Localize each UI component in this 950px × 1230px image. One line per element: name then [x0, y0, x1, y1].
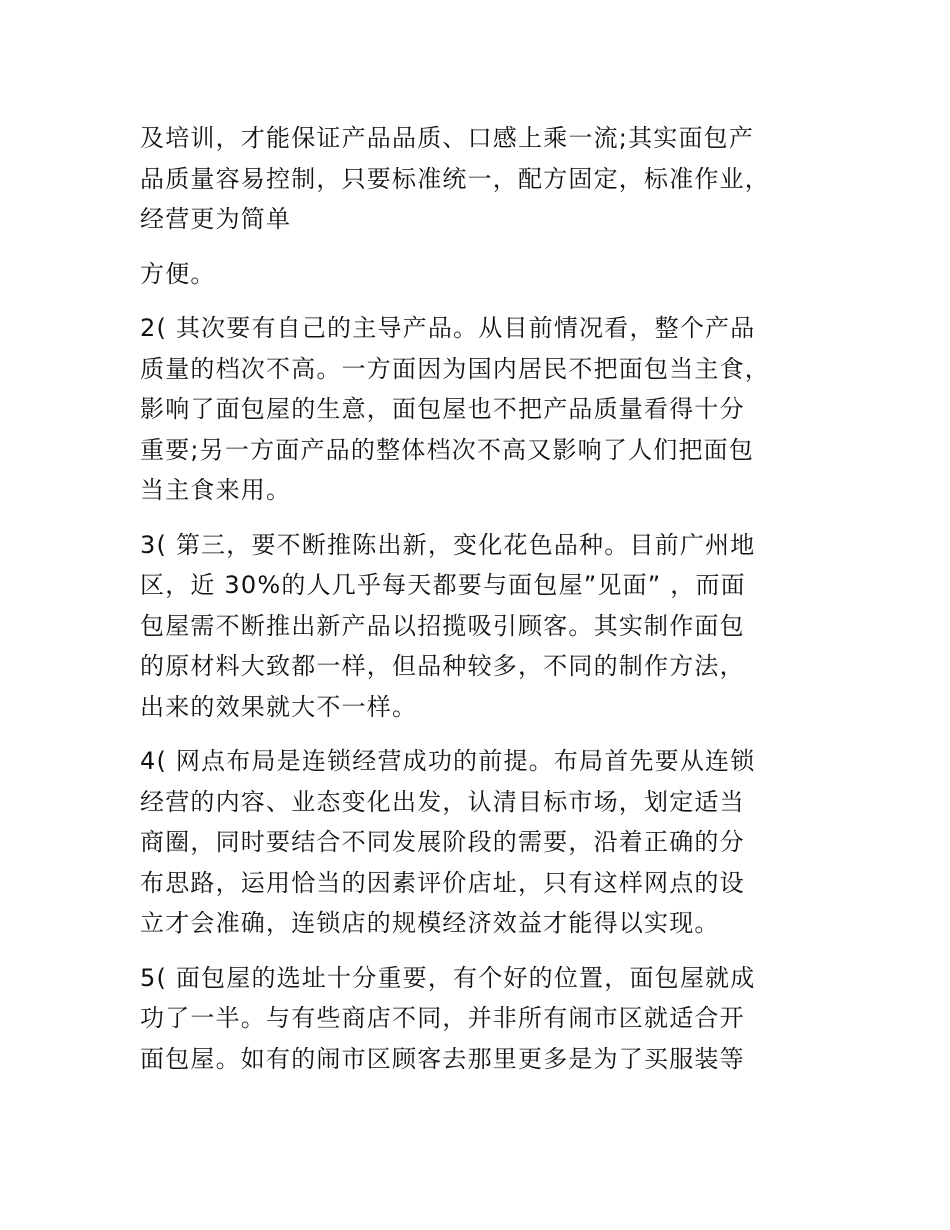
paragraph-item-4: [140, 741, 808, 944]
text-line: 品质量容易控制，只要标准统一，配方固定，标准作业，: [140, 164, 770, 193]
text-line: 面包屋。如有的闹市区顾客去那里更多是为了买服装等: [140, 1044, 745, 1073]
text-line: 方便。: [140, 259, 216, 288]
text-line: 2( 其次要有自己的主导产品。从目前情况看，整个产品: [140, 314, 756, 342]
paragraph-item-2: [140, 308, 808, 511]
paragraph-item-3: [140, 525, 808, 728]
paragraph-continuation: [140, 118, 808, 240]
text-line: 布思路，运用恰当的因素评价店址，只有这样网点的设: [140, 868, 745, 897]
text-line: 经营更为简单: [140, 205, 292, 233]
text-line: 商圈，同时要结合不同发展阶段的需要，沿着正确的分: [140, 828, 745, 856]
text-line: 出来的效果就大不一样。: [140, 692, 418, 721]
text-line: 功了一半。与有些商店不同，并非所有闹市区就适合开: [140, 1004, 745, 1032]
text-line: 质量的档次不高。一方面因为国内居民不把面包当主食，: [140, 354, 770, 383]
text-line: 当主食来用。: [140, 476, 292, 504]
text-line: 重要;另一方面产品的整体档次不高又影响了人们把面包: [140, 435, 755, 464]
paragraph-continuation-end: [140, 254, 808, 295]
text-line: 及培训，才能保证产品品质、口感上乘一流;其实面包产: [140, 124, 755, 152]
text-line: 4( 网点布局是连锁经营成功的前提。布局首先要从连锁: [140, 747, 756, 775]
text-line: 包屋需不断推出新产品以招揽吸引顾客。其实制作面包: [140, 611, 745, 640]
paragraph-item-5: [140, 958, 808, 1080]
text-line: 区，近 30%的人几乎每天都要与面包屋”见面” ，而面: [140, 571, 746, 599]
text-line: 5( 面包屋的选址十分重要，有个好的位置，面包屋就成: [140, 963, 756, 992]
text-line: 经营的内容、业态变化出发，认清目标市场，划定适当: [140, 787, 745, 816]
text-line: 立才会准确，连锁店的规模经济效益才能得以实现。: [140, 909, 720, 937]
text-line: 的原材料大致都一样，但品种较多，不同的制作方法，: [140, 652, 745, 680]
text-line: 影响了面包屋的生意，面包屋也不把产品质量看得十分: [140, 395, 745, 423]
text-line: 3( 第三，要不断推陈出新，变化花色品种。目前广州地: [140, 530, 756, 559]
document-body: [140, 118, 808, 1093]
